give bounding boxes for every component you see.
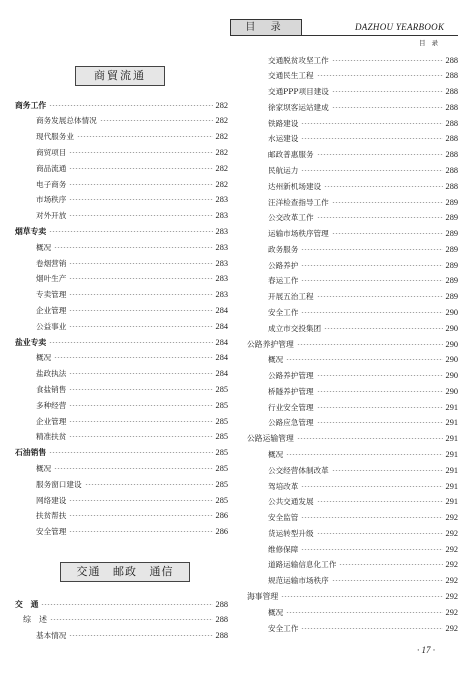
toc-entry-page: 291 xyxy=(445,465,458,475)
dot-leader xyxy=(301,549,442,550)
toc-entry-label: 网络建设 xyxy=(36,495,67,505)
dot-leader xyxy=(317,501,443,502)
dot-leader xyxy=(49,452,212,453)
dot-leader xyxy=(69,199,212,200)
dot-leader xyxy=(317,296,443,297)
toc-entry-page: 290 xyxy=(445,371,458,381)
toc-entry-page: 291 xyxy=(445,481,458,491)
toc-entry-page: 289 xyxy=(445,292,458,302)
toc-entry xyxy=(247,525,458,541)
toc-entry xyxy=(247,478,458,494)
dot-leader xyxy=(297,344,443,345)
header-section-label: 目 录 xyxy=(230,19,302,36)
toc-entry xyxy=(15,271,228,287)
dot-leader xyxy=(332,91,443,92)
toc-entry-page: 292 xyxy=(445,544,458,554)
toc-entry-page: 284 xyxy=(215,305,228,315)
toc-entry-label: 公交经营体制改革 xyxy=(268,465,329,475)
toc-entry-label: 盐业专卖 xyxy=(15,337,47,347)
toc-entry-page: 290 xyxy=(445,323,458,333)
toc-entry-page: 292 xyxy=(445,576,458,586)
dot-leader xyxy=(69,294,212,295)
toc-entry-page: 289 xyxy=(445,213,458,223)
toc-entry-page: 291 xyxy=(445,402,458,412)
dot-leader xyxy=(54,247,212,248)
toc-entry-page: 288 xyxy=(215,599,228,609)
toc-entry xyxy=(247,289,458,305)
toc-entry xyxy=(247,541,458,557)
toc-entry-page: 282 xyxy=(215,100,228,110)
toc-entry-page: 286 xyxy=(215,511,228,521)
dot-leader xyxy=(301,249,442,250)
dot-leader xyxy=(332,580,443,581)
toc-entry-label: 基本情况 xyxy=(36,631,67,641)
toc-entry-label: 水运建设 xyxy=(268,134,299,144)
dot-leader xyxy=(69,531,212,532)
toc-entry-label: 概况 xyxy=(36,242,52,252)
toc-entry xyxy=(15,397,228,413)
toc-entry-page: 290 xyxy=(445,307,458,317)
toc-entry-label: 公交改革工作 xyxy=(268,213,314,223)
toc-entry-page: 292 xyxy=(445,528,458,538)
toc-entry-page: 292 xyxy=(445,623,458,633)
toc-entry xyxy=(15,429,228,445)
dot-leader xyxy=(69,310,212,311)
dot-leader xyxy=(69,373,212,374)
dot-leader xyxy=(41,604,212,605)
toc-entry-page: 282 xyxy=(215,163,228,173)
toc-entry-page: 284 xyxy=(215,353,228,363)
dot-leader xyxy=(69,500,212,501)
toc-entry xyxy=(15,223,228,239)
toc-entry-label: 企业管理 xyxy=(36,305,67,315)
toc-entry-page: 289 xyxy=(445,260,458,270)
toc-entry-page: 288 xyxy=(445,118,458,128)
toc-entry xyxy=(247,462,458,478)
dot-leader xyxy=(317,154,443,155)
dot-leader xyxy=(69,278,212,279)
dot-leader xyxy=(317,407,443,408)
toc-entry-label: 商品流通 xyxy=(36,163,67,173)
toc-entry-page: 288 xyxy=(445,134,458,144)
toc-entry xyxy=(247,589,458,605)
toc-entry-label: 服务窗口建设 xyxy=(36,479,82,489)
toc-entry xyxy=(247,573,458,589)
dot-leader xyxy=(317,391,443,392)
toc-entry-label: 对外开放 xyxy=(36,211,67,221)
yearbook-title: DAZHOU YEARBOOK xyxy=(355,22,445,32)
toc-entry-page: 285 xyxy=(215,479,228,489)
toc-entry-page: 284 xyxy=(215,321,228,331)
toc-entry-label: 维修保障 xyxy=(268,544,299,554)
dot-leader xyxy=(301,628,442,629)
dot-leader xyxy=(85,484,213,485)
dot-leader xyxy=(339,564,442,565)
toc-entry-page: 291 xyxy=(445,497,458,507)
dot-leader xyxy=(69,436,212,437)
toc-entry-label: 道路运输信息化工作 xyxy=(268,560,337,570)
toc-entry-label: 交 通 xyxy=(15,599,39,609)
dot-leader xyxy=(332,233,443,234)
toc-entry xyxy=(247,257,458,273)
dot-leader xyxy=(301,265,442,266)
dot-leader xyxy=(69,389,212,390)
toc-entry-label: 公路养护 xyxy=(268,260,299,270)
toc-entry-label: 商贸项目 xyxy=(36,147,67,157)
toc-entry xyxy=(247,68,458,84)
toc-entry-page: 290 xyxy=(445,386,458,396)
dot-leader xyxy=(69,515,212,516)
toc-entry xyxy=(247,620,458,636)
toc-entry-page: 289 xyxy=(445,229,458,239)
toc-entry xyxy=(15,524,228,540)
toc-entry-label: 烟叶生产 xyxy=(36,274,67,284)
toc-entry xyxy=(15,334,228,350)
dot-leader xyxy=(332,107,443,108)
dot-leader xyxy=(49,231,212,232)
toc-entry-label: 公路运输管理 xyxy=(247,434,294,444)
toc-entry xyxy=(247,99,458,115)
toc-entry xyxy=(247,604,458,620)
dot-leader xyxy=(286,454,442,455)
toc-entry-label: 安全工作 xyxy=(268,623,299,633)
toc-entry xyxy=(247,557,458,573)
toc-entry xyxy=(247,368,458,384)
toc-entry-label: 行业安全管理 xyxy=(268,402,314,412)
toc-entry xyxy=(247,194,458,210)
toc-entry xyxy=(247,431,458,447)
toc-entry xyxy=(15,97,228,113)
header-rule xyxy=(230,35,458,36)
dot-leader xyxy=(49,105,212,106)
toc-entry xyxy=(247,273,458,289)
toc-entry xyxy=(15,492,228,508)
dot-leader xyxy=(50,619,213,620)
toc-entry xyxy=(247,147,458,163)
toc-entry xyxy=(247,178,458,194)
toc-entry-page: 288 xyxy=(445,55,458,65)
toc-entry-page: 282 xyxy=(215,116,228,126)
toc-entry-label: 盐政执法 xyxy=(36,369,67,379)
toc-entry-label: 公路养护管理 xyxy=(247,339,294,349)
toc-entry xyxy=(15,628,228,644)
toc-entry-label: 开展五治工程 xyxy=(268,292,314,302)
dot-leader xyxy=(317,375,443,376)
toc-entry-page: 290 xyxy=(445,355,458,365)
toc-entry-label: 公路养护管理 xyxy=(268,371,314,381)
toc-entry-label: 现代服务业 xyxy=(36,132,74,142)
toc-entry-page: 285 xyxy=(215,463,228,473)
toc-entry-page: 282 xyxy=(215,132,228,142)
dot-leader xyxy=(332,470,443,471)
dot-leader xyxy=(301,170,442,171)
toc-entry-page: 288 xyxy=(445,102,458,112)
dot-leader xyxy=(69,215,212,216)
toc-entry xyxy=(15,255,228,271)
toc-entry-label: 交通PPP项目建设 xyxy=(268,87,329,97)
toc-entry-page: 292 xyxy=(445,592,458,602)
toc-entry-page: 291 xyxy=(445,434,458,444)
toc-entry-label: 安全监管 xyxy=(268,513,299,523)
toc-entry-label: 市场秩序 xyxy=(36,195,67,205)
toc-entry-label: 概况 xyxy=(268,607,284,617)
dot-leader xyxy=(317,422,443,423)
dot-leader xyxy=(49,342,212,343)
toc-entry-label: 民航运力 xyxy=(268,165,299,175)
toc-entry xyxy=(15,508,228,524)
toc-entry-page: 288 xyxy=(445,165,458,175)
section-banner-commerce: 商貿流通 xyxy=(75,66,165,86)
toc-entry-page: 289 xyxy=(445,244,458,254)
toc-entry-label: 规范运输市场秩序 xyxy=(268,576,329,586)
toc-entry-label: 食盐销售 xyxy=(36,384,67,394)
toc-entry-page: 283 xyxy=(215,226,228,236)
toc-entry xyxy=(15,445,228,461)
toc-entry-label: 邮政普惠服务 xyxy=(268,150,314,160)
toc-entry xyxy=(247,352,458,368)
dot-leader xyxy=(69,263,212,264)
toc-entry-page: 286 xyxy=(215,527,228,537)
toc-entry-label: 达州新机场建设 xyxy=(268,181,322,191)
toc-entry-page: 283 xyxy=(215,211,228,221)
toc-entry xyxy=(15,160,228,176)
toc-entry-page: 290 xyxy=(445,339,458,349)
page-number: · 17 · xyxy=(417,645,435,655)
toc-entry xyxy=(15,318,228,334)
toc-entry-label: 电子商务 xyxy=(36,179,67,189)
toc-entry xyxy=(247,336,458,352)
toc-entry-label: 概况 xyxy=(268,450,284,459)
toc-entry-page: 283 xyxy=(215,274,228,284)
toc-entry-label: 桥隧养护管理 xyxy=(268,386,314,396)
toc-entry xyxy=(15,596,228,612)
toc-entry xyxy=(15,208,228,224)
toc-entry-label: 驾培改革 xyxy=(268,481,299,491)
dot-leader xyxy=(77,136,213,137)
dot-leader xyxy=(281,596,442,597)
toc-entry-page: 283 xyxy=(215,195,228,205)
dot-leader xyxy=(332,60,443,61)
dot-leader xyxy=(301,312,442,313)
toc-entry-label: 石油销售 xyxy=(15,448,47,458)
toc-entry xyxy=(247,510,458,526)
dot-leader xyxy=(324,328,442,329)
toc-entry-page: 283 xyxy=(215,258,228,268)
toc-entry-page: 285 xyxy=(215,495,228,505)
toc-entry-label: 精准扶贫 xyxy=(36,432,67,442)
header-sub-label: 目 录 xyxy=(419,39,441,47)
toc-entry-page: 291 xyxy=(445,418,458,428)
toc-entry xyxy=(247,399,458,415)
toc-entry-page: 285 xyxy=(215,448,228,458)
toc-entry-page: 282 xyxy=(215,179,228,189)
toc-entry-page: 288 xyxy=(445,87,458,97)
toc-entry-page: 288 xyxy=(215,631,228,641)
toc-entry-page: 289 xyxy=(445,276,458,286)
toc-entry-page: 285 xyxy=(215,384,228,394)
dot-leader xyxy=(69,635,212,636)
toc-entry-label: 概况 xyxy=(36,463,52,473)
toc-entry xyxy=(15,476,228,492)
toc-entry-page: 292 xyxy=(445,607,458,617)
toc-entry xyxy=(247,304,458,320)
toc-entry-page: 289 xyxy=(445,197,458,207)
toc-entry-page: 285 xyxy=(215,416,228,426)
dot-leader xyxy=(297,438,443,439)
toc-entry xyxy=(15,287,228,303)
toc-entry-label: 扶贫帮扶 xyxy=(36,511,67,521)
toc-entry-label: 概况 xyxy=(36,353,52,363)
toc-entry-label: 多种经营 xyxy=(36,400,67,410)
toc-entry-page: 283 xyxy=(215,290,228,300)
section-banner-transport: 交通 邮政 通信 xyxy=(60,562,190,582)
toc-entry-page: 285 xyxy=(215,400,228,410)
toc-entry-label: 货运转型升级 xyxy=(268,528,314,538)
dot-leader xyxy=(69,405,212,406)
toc-entry-page: 292 xyxy=(445,513,458,523)
toc-entry-page: 288 xyxy=(445,150,458,160)
toc-entry xyxy=(15,460,228,476)
toc-entry-label: 卷烟营销 xyxy=(36,258,67,268)
dot-leader xyxy=(69,152,212,153)
toc-entry-page: 288 xyxy=(445,181,458,191)
toc-entry xyxy=(15,192,228,208)
toc-entry-label: 成立市交投集团 xyxy=(268,323,322,333)
toc-entry-label: 公共交通发展 xyxy=(268,497,314,507)
toc-entry xyxy=(247,447,458,463)
toc-entry-label: 商务工作 xyxy=(15,100,47,110)
dot-leader xyxy=(301,138,442,139)
dot-leader xyxy=(286,359,442,360)
toc-entry-label: 公益事业 xyxy=(36,321,67,331)
toc-entry-page: 291 xyxy=(445,450,458,459)
toc-entry-label: 烟草专卖 xyxy=(15,226,47,236)
toc-entry-page: 282 xyxy=(215,147,228,157)
toc-entry xyxy=(247,131,458,147)
dot-leader xyxy=(301,280,442,281)
toc-entry-label: 商务发展总体情况 xyxy=(36,116,97,126)
toc-entry-page: 284 xyxy=(215,337,228,347)
toc-entry-page: 288 xyxy=(215,615,228,625)
dot-leader xyxy=(69,168,212,169)
dot-leader xyxy=(69,184,212,185)
dot-leader xyxy=(301,517,442,518)
toc-entry xyxy=(247,226,458,242)
toc-entry xyxy=(247,210,458,226)
dot-leader xyxy=(317,75,443,76)
toc-entry xyxy=(15,144,228,160)
toc-entry xyxy=(15,413,228,429)
toc-entry xyxy=(15,176,228,192)
toc-entry xyxy=(247,241,458,257)
toc-entry-label: 春运工作 xyxy=(268,276,299,286)
dot-leader xyxy=(69,326,212,327)
toc-entry xyxy=(247,52,458,68)
toc-entry-page: 283 xyxy=(215,242,228,252)
toc-entry-label: 交通民生工程 xyxy=(268,71,314,81)
toc-entry xyxy=(15,366,228,382)
toc-entry-label: 徐家坝客运站建成 xyxy=(268,102,329,112)
toc-entry xyxy=(247,320,458,336)
toc-entry-label: 海事管理 xyxy=(247,592,279,602)
toc-entry xyxy=(15,239,228,255)
toc-entry xyxy=(247,162,458,178)
toc-entry-label: 政务服务 xyxy=(268,244,299,254)
toc-entry-label: 公路应急管理 xyxy=(268,418,314,428)
toc-entry-label: 概况 xyxy=(268,355,284,365)
dot-leader xyxy=(324,186,442,187)
dot-leader xyxy=(54,468,212,469)
dot-leader xyxy=(301,123,442,124)
toc-entry-label: 安全工作 xyxy=(268,307,299,317)
toc-entry-label: 专卖管理 xyxy=(36,290,67,300)
toc-entry xyxy=(15,350,228,366)
dot-leader xyxy=(332,202,443,203)
toc-entry xyxy=(15,302,228,318)
dot-leader xyxy=(54,357,212,358)
toc-entry xyxy=(15,113,228,129)
dot-leader xyxy=(100,120,213,121)
toc-entry-label: 铁路建设 xyxy=(268,118,299,128)
dot-leader xyxy=(301,486,442,487)
toc-entry-page: 288 xyxy=(445,71,458,81)
toc-entry xyxy=(247,494,458,510)
dot-leader xyxy=(317,533,443,534)
toc-entry xyxy=(247,115,458,131)
toc-entry xyxy=(247,383,458,399)
toc-entry-page: 292 xyxy=(445,560,458,570)
dot-leader xyxy=(69,421,212,422)
toc-entry xyxy=(15,612,228,628)
toc-entry xyxy=(247,415,458,431)
toc-entry-label: 运输市场秩序管理 xyxy=(268,229,329,239)
toc-entry xyxy=(15,129,228,145)
toc-entry-page: 285 xyxy=(215,432,228,442)
toc-entry xyxy=(15,381,228,397)
toc-entry xyxy=(247,84,458,100)
dot-leader xyxy=(317,217,443,218)
dot-leader xyxy=(286,612,442,613)
toc-entry-label: 安全管理 xyxy=(36,527,67,537)
toc-entry-label: 交通脱贫攻坚工作 xyxy=(268,55,329,65)
toc-entry-label: 企业管理 xyxy=(36,416,67,426)
toc-entry-label: 汪洋检查指导工作 xyxy=(268,197,329,207)
toc-entry-label: 综 述 xyxy=(23,615,47,625)
toc-entry-page: 284 xyxy=(215,369,228,379)
